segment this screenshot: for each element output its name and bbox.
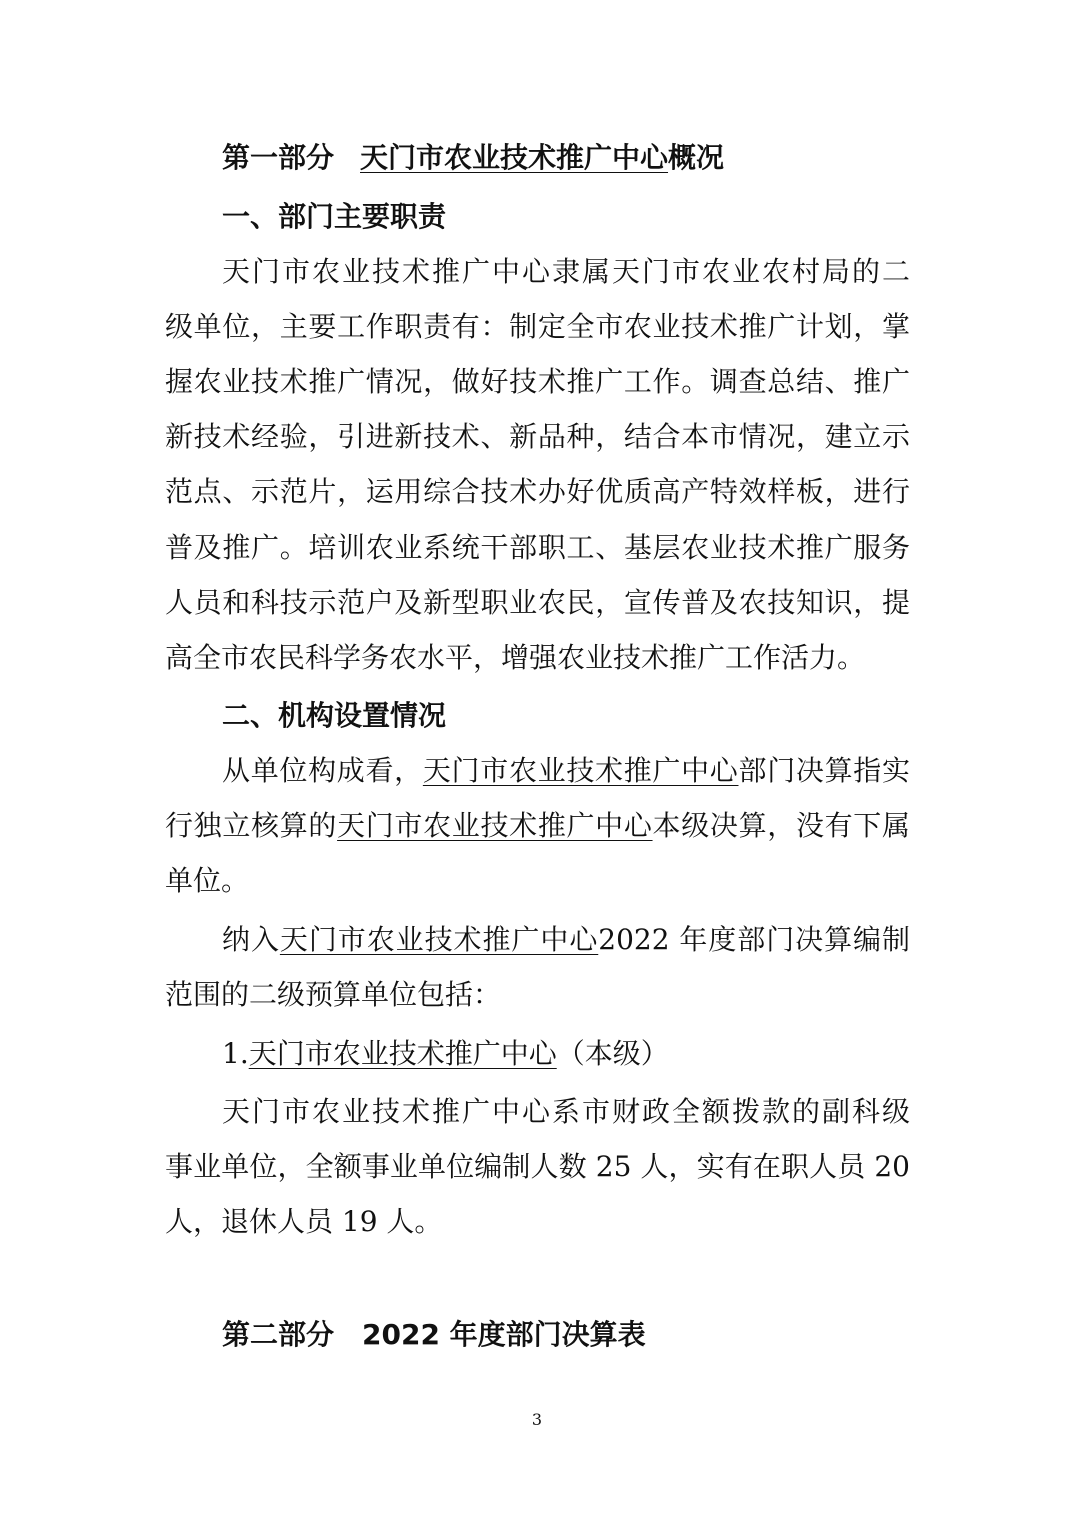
section2-p1-line xyxy=(165,807,910,845)
part1-title: 天门市农业技术推广中心 xyxy=(360,141,669,174)
section1-line: 普及推广。培训农业系统干部职工、基层农业技术推广服务 xyxy=(165,531,910,564)
item-number: 1. xyxy=(222,1037,249,1070)
section1-line: 级单位，主要工作职责有：制定全市农业技术推广计划，掌 xyxy=(165,310,910,343)
section1-line: 新技术经验，引进新技术、新品种，结合本市情况，建立示 xyxy=(165,420,910,453)
list-item xyxy=(222,1035,910,1073)
section2-p2-line: 范围的二级预算单位包括： xyxy=(165,978,502,1011)
text: 纳入 xyxy=(222,923,280,956)
text: 从单位构成看， xyxy=(222,754,423,787)
text: 部门决算指实 xyxy=(738,754,910,787)
item-suffix: （本级） xyxy=(556,1037,669,1070)
section2-p1-line: 单位。 xyxy=(165,864,250,897)
part1-prefix: 第一部分 xyxy=(222,141,335,174)
section1-heading: 一、部门主要职责 xyxy=(222,200,447,233)
section2-p2-line xyxy=(222,921,910,959)
unit-name: 天门市农业技术推广中心 xyxy=(279,923,599,956)
unit-name: 天门市农业技术推广中心 xyxy=(337,809,653,842)
part2-heading: 第二部分 2022 年度部门决算表 xyxy=(222,1318,646,1351)
section2-p3-line: 人，退休人员 19 人。 xyxy=(165,1205,443,1238)
section2-p3-line: 事业单位，全额事业单位编制人数 25 人，实有在职人员 20 xyxy=(165,1150,910,1183)
part1-suffix: 概况 xyxy=(668,141,725,174)
unit-name: 天门市农业技术推广中心 xyxy=(248,1037,557,1070)
section1-line: 握农业技术推广情况，做好技术推广工作。调查总结、推广 xyxy=(165,365,910,398)
section2-p3-line: 天门市农业技术推广中心系市财政全额拨款的副科级 xyxy=(222,1095,910,1128)
page-number: 3 xyxy=(531,1410,543,1429)
section1-line: 人员和科技示范户及新型职业农民，宣传普及农技知识，提 xyxy=(165,586,910,619)
section1-line: 范点、示范片，运用综合技术办好优质高产特效样板，进行 xyxy=(165,475,910,508)
part1-heading xyxy=(222,139,910,177)
unit-name: 天门市农业技术推广中心 xyxy=(422,754,739,787)
section1-line: 高全市农民科学务农水平，增强农业技术推广工作活力。 xyxy=(165,641,866,674)
section2-p1-line xyxy=(222,752,910,790)
text: 2022 年度部门决算编制 xyxy=(598,923,910,956)
text: 行独立核算的 xyxy=(165,809,338,842)
text: 本级决算，没有下属 xyxy=(652,809,910,842)
section1-line: 天门市农业技术推广中心隶属天门市农业农村局的二 xyxy=(222,255,910,288)
section2-heading: 二、机构设置情况 xyxy=(222,699,447,732)
